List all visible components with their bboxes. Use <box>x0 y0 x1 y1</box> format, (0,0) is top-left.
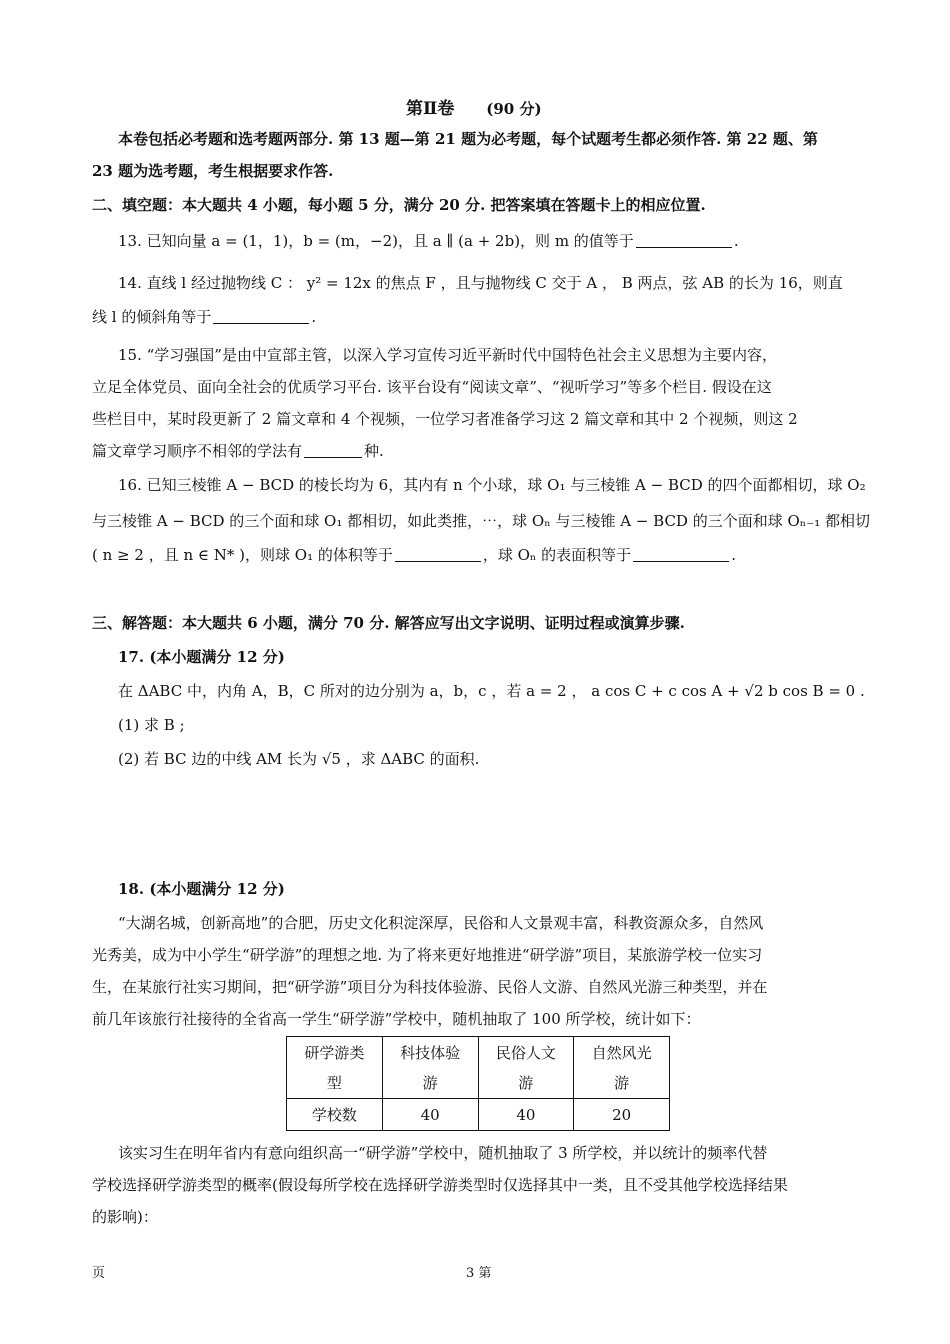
q15-answer-blank[interactable] <box>304 441 362 458</box>
q16-text-b: ，球 Oₙ 的表面积等于 <box>482 546 632 564</box>
table-cell-folk: 40 <box>478 1099 574 1131</box>
table-cell-nature: 20 <box>574 1099 670 1131</box>
question-15-line-4 <box>92 440 384 461</box>
question-16-line-2: 与三棱锥 A − BCD 的三个面和球 O₁ 都相切，如此类推，⋯，球 Oₙ 与三棱锥 A − BCD 的三个面和球 Oₙ₋₁ 都相切 <box>92 512 870 530</box>
question-17-stem: 在 ΔABC 中，内角 A，B，C 所对的边分别为 a，b，c ，若 a = 2 ， a cos C + c cos A + √2 b cos B = 0 . <box>118 682 865 700</box>
question-16-line-3 <box>92 544 736 565</box>
footer-left: 页 <box>92 1266 106 1281</box>
table-header-cell-folk: 民俗人文 游 <box>478 1037 574 1099</box>
question-18-line-3: 生，在某旅行社实习期间，把“研学游”项目分为科技体验游、民俗人文游、自然风光游三种类型，并在 <box>92 978 768 996</box>
section-3-heading: 三、解答题：本大题共 6 小题，满分 70 分. 解答应写出文字说明、证明过程或演算步骤. <box>92 614 685 632</box>
table-header-cell-tech: 科技体验 游 <box>382 1037 478 1099</box>
q13-text: 13. 已知向量 a = (1，1)，b = (m，−2)，且 a ∥ (a + 2b)，则 m 的值等于 <box>118 232 634 250</box>
paper-title <box>406 94 542 119</box>
question-18-line-1: “大湖名城，创新高地”的合肥，历史文化积淀深厚，民俗和人文景观丰富，科教资源众多，自然风 <box>118 914 764 932</box>
question-18-after-3: 的影响)： <box>92 1208 158 1226</box>
volume-score: (90 分) <box>486 100 542 118</box>
question-18-line-4: 前几年该旅行社接待的全省高一学生“研学游”学校中，随机抽取了 100 所学校，统计如下： <box>92 1010 701 1028</box>
q15-end: 种. <box>364 442 384 460</box>
question-13 <box>118 230 739 251</box>
question-18-title: 18. (本小题满分 12 分) <box>118 880 285 898</box>
question-17-part-2: (2) 若 BC 边的中线 AM 长为 √5 ，求 ΔABC 的面积. <box>118 750 480 768</box>
table-header-cell-nature: 自然风光 游 <box>574 1037 670 1099</box>
question-14-line-2 <box>92 306 316 327</box>
question-17-title: 17. (本小题满分 12 分) <box>118 648 285 666</box>
question-18-after-1: 该实习生在明年省内有意向组织高一“研学游”学校中，随机抽取了 3 所学校，并以统计的频率代替 <box>118 1144 768 1162</box>
table-row-label: 学校数 <box>287 1099 383 1131</box>
survey-table <box>286 1036 670 1131</box>
table-header-row <box>287 1037 670 1099</box>
intro-line-2: 23 题为选考题，考生根据要求作答. <box>92 162 334 180</box>
q14-end: . <box>311 308 317 326</box>
q16-end: . <box>731 546 736 564</box>
q16-text-a: ( n ≥ 2 ，且 n ∈ N* )，则球 O₁ 的体积等于 <box>92 546 393 564</box>
q14-text: 线 l 的倾斜角等于 <box>92 308 212 326</box>
question-18-line-2: 光秀美，成为中小学生“研学游”的理想之地. 为了将来更好地推进“研学游”项目，某旅游学校一位实习 <box>92 946 763 964</box>
question-15-line-3: 些栏目中，某时段更新了 2 篇文章和 4 个视频，一位学习者准备学习这 2 篇文章和其中 2 个视频，则这 2 <box>92 410 798 428</box>
question-16-line-1: 16. 已知三棱锥 A − BCD 的棱长均为 6，其内有 n 个小球，球 O₁ 与三棱锥 A − BCD 的四个面都相切，球 O₂ <box>118 476 866 494</box>
footer-page-number: 3 第 <box>466 1266 492 1281</box>
question-15-line-2: 立足全体党员、面向全社会的优质学习平台. 该平台设有“阅读文章”、“视听学习”等多个栏目. 假设在这 <box>92 378 772 396</box>
q16-answer-blank-1[interactable] <box>395 545 481 562</box>
q13-answer-blank[interactable] <box>636 231 732 248</box>
section-2-heading: 二、填空题：本大题共 4 小题，每小题 5 分，满分 20 分. 把答案填在答题卡上的相应位置. <box>92 196 706 214</box>
question-17-part-1: (1) 求 B ; <box>118 716 185 734</box>
q15-text: 篇文章学习顺序不相邻的学法有 <box>92 442 303 460</box>
table-header-cell-type: 研学游类 型 <box>287 1037 383 1099</box>
question-15-line-1: 15. “学习强国”是由中宣部主管，以深入学习宣传习近平新时代中国特色社会主义思想为主要内容， <box>118 346 777 364</box>
question-14-line-1: 14. 直线 l 经过抛物线 C ： y² = 12x 的焦点 F ，且与抛物线 C 交于 A ， B 两点，弦 AB 的长为 16，则直 <box>118 274 843 292</box>
volume-title: 第Ⅱ卷 <box>406 99 455 119</box>
table-row <box>287 1099 670 1131</box>
intro-line-1: 本卷包括必考题和选考题两部分. 第 13 题—第 21 题为必考题，每个试题考生都必须作答. 第 22 题、第 <box>118 130 818 148</box>
q16-answer-blank-2[interactable] <box>633 545 729 562</box>
table-cell-tech: 40 <box>382 1099 478 1131</box>
q14-answer-blank[interactable] <box>213 307 309 324</box>
q13-end: . <box>733 232 739 250</box>
question-18-after-2: 学校选择研学游类型的概率(假设每所学校在选择研学游类型时仅选择其中一类，且不受其他学校选择结果 <box>92 1176 788 1194</box>
